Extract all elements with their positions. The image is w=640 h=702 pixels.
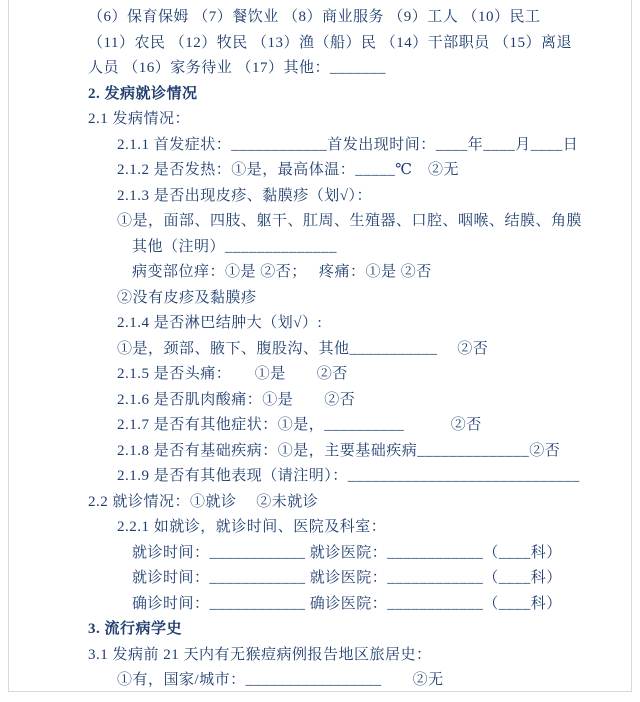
document-line: 2.2 就诊情况：①就诊 ②未就诊 (88, 493, 319, 510)
document-line: 2.1.7 是否有其他症状：①是，__________ ②否 (117, 417, 482, 433)
document-line: 3.1 发病前 21 天内有无猴痘病例报告地区旅居史： (88, 646, 432, 663)
document-line: 2.1 发病情况： (88, 111, 191, 127)
document-line: 2.1.5 是否头痛： ①是 ②否 (117, 366, 348, 382)
document-line: 就诊时间：____________ 就诊医院：____________（____科） (132, 570, 562, 586)
document-line: 人员 （16）家务待业 （17）其他：_______ (88, 60, 387, 76)
document-line: 2.1.6 是否肌肉酸痛：①是 ②否 (117, 391, 356, 408)
document-line: 就诊时间：____________ 就诊医院：____________（____科） (132, 544, 562, 561)
document-line: 2.1.9 是否有其他表现（请注明）：_____________________________ (117, 468, 580, 484)
section-heading: 2. 发病就诊情况 (88, 85, 198, 102)
section-heading: 3. 流行病学史 (88, 621, 183, 637)
document-line: 确诊时间：____________ 确诊医院：____________（____科） (132, 595, 562, 612)
document-line: 病变部位痒：①是 ②否； 疼痛：①是 ②否 (132, 264, 432, 280)
document-line: ②没有皮疹及黏膜疹 (117, 289, 257, 306)
document-line: （11）农民 （12）牧民 （13）渔（船）民 （14）干部职员 （15）离退 (88, 34, 572, 51)
document-line: 2.2.1 如就诊，就诊时间、医院及科室： (117, 519, 387, 535)
document-content (88, 5, 620, 694)
document-line: 2.1.1 首发症状：____________首发出现时间：____年____月____日 (117, 136, 579, 153)
document-line: ①是，面部、四肢、躯干、肛周、生殖器、口腔、咽喉、结膜、角膜 (117, 213, 583, 229)
document-line: 2.1.2 是否发热：①是，最高体温：_____℃ ②无 (117, 162, 460, 178)
document-line: （6）保育保姆 （7）餐饮业 （8）商业服务 （9）工人 （10）民工 (88, 9, 541, 25)
document-line: ①是，颈部、腋下、腹股沟、其他___________ ②否 (117, 340, 489, 357)
document-line: 2.1.8 是否有基础疾病：①是，主要基础疾病______________②否 (117, 442, 561, 459)
document-line: 其他（注明）______________ (132, 238, 338, 255)
document-line: 2.1.3 是否出现皮疹、黏膜疹（划√）： (117, 187, 372, 204)
document-line: ①有，国家/城市：_________________ ②无 (117, 672, 444, 688)
document-line: 2.1.4 是否淋巴结肿大（划√）: (117, 315, 323, 331)
